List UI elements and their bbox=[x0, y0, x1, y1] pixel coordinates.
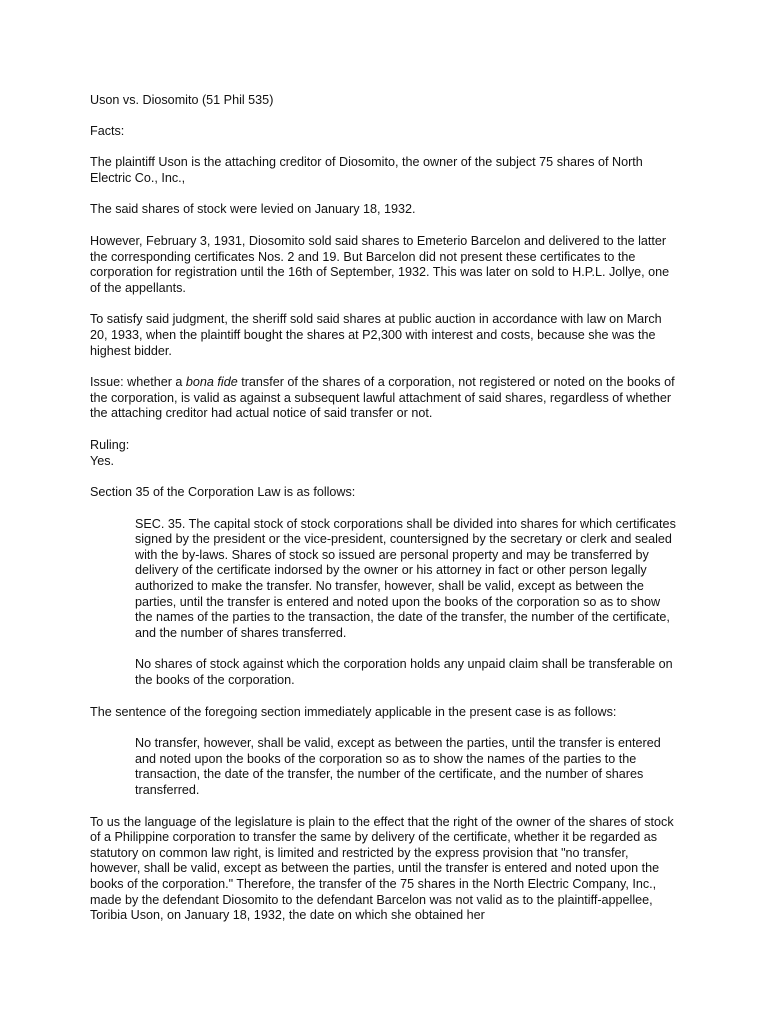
ruling-heading: Ruling: bbox=[90, 437, 130, 452]
issue-prefix: Issue: whether a bbox=[90, 375, 186, 390]
final-paragraph: To us the language of the legislature is plain to the effect that the right of the owner of the shares of stock of a Philippine corporation to transfer the same by delivery of the certificate, whether it be regarded as statutory on common law right, is limited and restricted by the express provision that "no transfer, however, shall be valid, except as between the parties, until the transfer is entered and noted upon the books of the corporation." Therefore, the transfer of the 75 shares in the North Electric Company, Inc., made by the defendant Diosomito to the defendant Barcelon was not valid as to the plaintiff-appellee, Toribia Uson, on January 18, 1932, the date on which she obtained her bbox=[90, 814, 674, 923]
issue-italic-term: bona fide bbox=[185, 375, 238, 390]
ruling-block bbox=[90, 438, 680, 469]
document-page bbox=[90, 93, 680, 940]
facts-heading: Facts: bbox=[90, 123, 125, 138]
quoted-unpaid-claim: No shares of stock against which the corporation holds any unpaid claim shall be transferable on the books of the corporation. bbox=[135, 657, 673, 688]
issue-rest: transfer of the shares of a corporation, not registered or noted on the books of the corporation, is valid as against a subsequent lawful attachment of said shares, regardless of whether the attaching creditor had actual notice of said transfer or not. bbox=[90, 375, 675, 421]
facts-paragraph-2: The said shares of stock were levied on January 18, 1932. bbox=[90, 202, 416, 217]
section-intro: Section 35 of the Corporation Law is as follows: bbox=[90, 485, 356, 500]
issue-paragraph bbox=[90, 375, 680, 422]
quoted-section-35: SEC. 35. The capital stock of stock corporations shall be divided into shares for which certificates signed by the president or the vice-president, countersigned by the secretary or clerk and sealed with the by-laws. Shares of stock so issued are personal property and may be transferred by delivery of the certificate indorsed by the owner or his attorney in fact or other person legally authorized to make the transfer. No transfer, however, shall be valid, except as between the parties, until the transfer is entered and noted upon the books of the corporation so as to show the names of the parties to the transaction, the date of the transfer, the number of the certificate, and the number of shares transferred. bbox=[135, 516, 676, 640]
facts-paragraph-1: The plaintiff Uson is the attaching creditor of Diosomito, the owner of the subject 75 shares of North Electric Co., Inc., bbox=[90, 155, 643, 185]
facts-paragraph-3: However, February 3, 1931, Diosomito sold said shares to Emeterio Barcelon and delivered to the latter the corresponding certificates Nos. 2 and 19. But Barcelon did not present these certificates to the corporation for registration until the 16th of September, 1932. This was later on sold to H.P.L. Jollye, one of the appellants. bbox=[90, 233, 670, 295]
sentence-intro: The sentence of the foregoing section immediately applicable in the present case is as follows: bbox=[90, 704, 617, 719]
case-title: Uson vs. Diosomito (51 Phil 535) bbox=[90, 93, 274, 107]
facts-paragraph-4: To satisfy said judgment, the sheriff sold said shares at public auction in accordance with law on March 20, 1933, when the plaintiff bought the shares at P2,300 with interest and costs, because she was the highest bidder. bbox=[90, 312, 662, 358]
quoted-applicable-sentence: No transfer, however, shall be valid, except as between the parties, until the transfer is entered and noted upon the books of the corporation so as to show the names of the parties to the transaction, the date of the transfer, the number of the certificate, and the number of shares transferred. bbox=[135, 736, 661, 797]
ruling-answer: Yes. bbox=[90, 453, 115, 468]
